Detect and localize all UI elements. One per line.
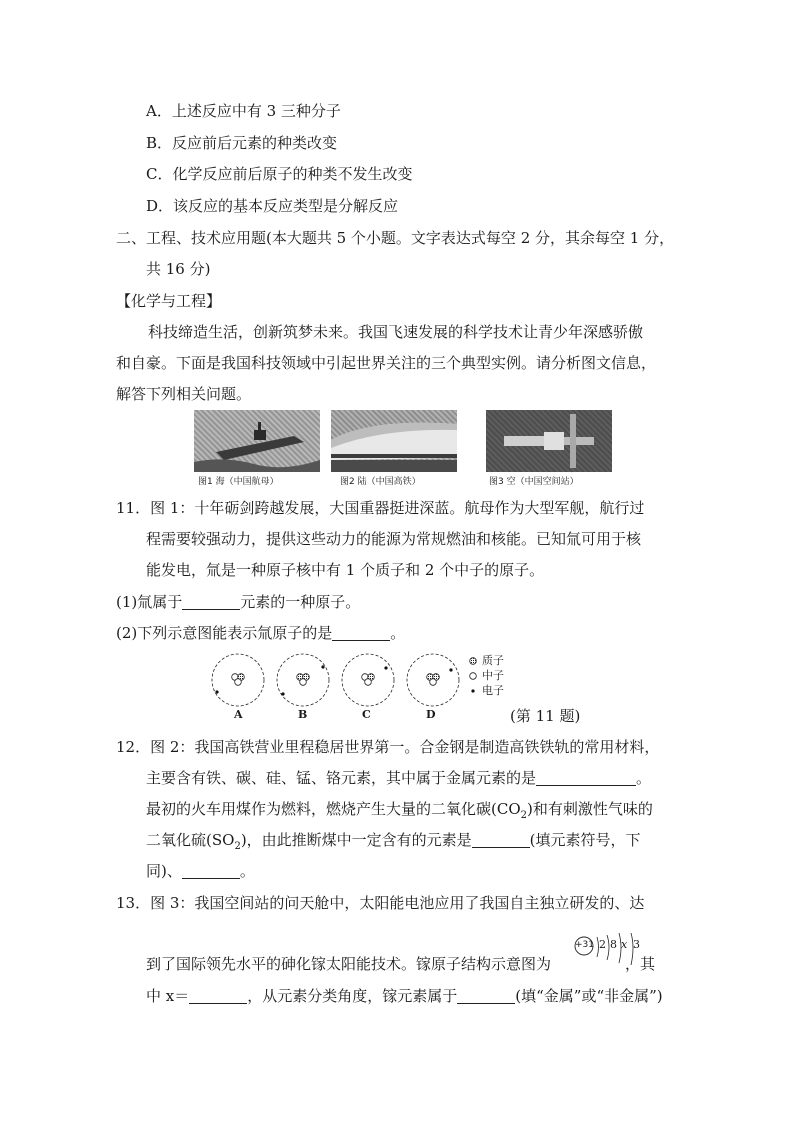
q13-line-3 bbox=[146, 986, 663, 1006]
carrier-photo bbox=[194, 410, 320, 472]
gallium-structure-diagram bbox=[574, 933, 646, 977]
atom-option-b bbox=[277, 654, 329, 706]
answer-blank[interactable] bbox=[182, 593, 240, 610]
neutron-icon bbox=[470, 673, 477, 680]
answer-blank[interactable] bbox=[536, 769, 636, 786]
q11-p1-text-end: 元素的一种原子。 bbox=[240, 593, 361, 611]
q13-l3-mid: ，从元素分类角度，镓元素属于 bbox=[247, 987, 458, 1005]
intro-line-2: 和自豪。下面是我国科技领域中引起世界关注的三个典型实例。请分析图文信息， bbox=[116, 354, 657, 372]
option-c: C．化学反应前后原子的种类不发生改变 bbox=[146, 165, 413, 183]
legend-neutron: 中子 bbox=[482, 669, 504, 682]
q11-p1-text: (1)氚属于 bbox=[116, 593, 183, 611]
figure-ref: (第 11 题) bbox=[510, 707, 581, 725]
q12-line-4 bbox=[146, 830, 641, 857]
q11-p2-text: (2)下列示意图能表示氚原子的是 bbox=[116, 624, 333, 642]
q11-line-1: 11．图 1：十年砺剑跨越发展，大国重器挺进深蓝。航母作为大型军舰，航行过 bbox=[116, 499, 645, 517]
answer-blank[interactable] bbox=[189, 987, 247, 1004]
q12-line-3 bbox=[146, 799, 653, 826]
answer-blank[interactable] bbox=[332, 624, 390, 641]
q12-l2-end: 。 bbox=[636, 769, 652, 787]
atom-option-c bbox=[342, 654, 394, 706]
q12-line-5 bbox=[146, 861, 255, 881]
option-a: A．上述反应中有 3 三种分子 bbox=[146, 102, 341, 120]
ga-nucleus: +31 bbox=[575, 940, 594, 950]
subscript: 2 bbox=[520, 810, 528, 821]
ga-shell-2: 8 bbox=[610, 938, 617, 951]
caption-fig3: 图3 空（中国空间站） bbox=[489, 477, 579, 487]
q12-l5-text: 同)、 bbox=[146, 862, 182, 880]
station-photo bbox=[486, 410, 612, 472]
q12-l4-mid: )，由此推断煤中一定含有的元素是 bbox=[240, 831, 472, 849]
atom-option-a bbox=[212, 654, 264, 706]
q13-l3-end: (填“金属”或“非金属”) bbox=[515, 987, 663, 1005]
caption-fig2: 图2 陆（中国高铁） bbox=[340, 477, 421, 487]
caption-fig1: 图1 海（中国航母） bbox=[198, 477, 279, 487]
ga-shell-3: x bbox=[621, 938, 628, 951]
section-heading: 二、工程、技术应用题(本大题共 5 个小题。文字表达式每空 2 分，其余每空 1 分， bbox=[116, 229, 675, 247]
q11-part-2 bbox=[116, 623, 405, 643]
answer-blank[interactable] bbox=[472, 831, 530, 848]
q11-line-2: 程需要较强动力，提供这些动力的能源为常规燃油和核能。已知氚可用于核 bbox=[146, 530, 642, 548]
q12-line-1: 12．图 2：我国高铁营业里程稳居世界第一。合金钢是制造高铁铁轨的常用材料， bbox=[116, 738, 660, 756]
atom-diagrams bbox=[210, 650, 470, 710]
proton-icon bbox=[470, 658, 477, 665]
option-d: D．该反应的基本反应类型是分解反应 bbox=[146, 197, 399, 215]
electron-icon bbox=[471, 689, 474, 692]
q13-l3-text: 中 x＝ bbox=[146, 987, 190, 1005]
q12-l3-text: 最初的火车用煤作为燃料，燃烧产生大量的二氧化碳(CO bbox=[146, 800, 521, 818]
atom-label-c: C bbox=[362, 708, 371, 721]
q13-l2-text: 到了国际领先水平的砷化镓太阳能技术。镓原子结构示意图为 bbox=[146, 955, 552, 973]
q13-l2-end: ，其 bbox=[625, 955, 656, 973]
q13-line-1: 13．图 3：我国空间站的问天舱中，太阳能电池应用了我国自主独立研发的、达 bbox=[116, 894, 645, 912]
legend-electron: 电子 bbox=[482, 684, 504, 697]
answer-blank[interactable] bbox=[182, 862, 240, 879]
legend-markers bbox=[467, 654, 481, 698]
q12-l4-end: (填元素符号，下 bbox=[529, 831, 641, 849]
q12-line-2 bbox=[146, 768, 651, 788]
section-heading-cont: 共 16 分) bbox=[146, 260, 211, 278]
intro-line-1: 科技缔造生活，创新筑梦未来。我国飞速发展的科学技术让青少年深感骄傲 bbox=[148, 323, 644, 341]
atom-option-d bbox=[407, 654, 459, 706]
q12-l2-text: 主要含有铁、碳、硅、锰、铬元素，其中属于金属元素的是 bbox=[146, 769, 537, 787]
q11-line-3: 能发电，氚是一种原子核中有 1 个质子和 2 个中子的原子。 bbox=[146, 561, 545, 579]
q12-l4-text: 二氧化硫(SO bbox=[146, 831, 235, 849]
ga-shell-4: 3 bbox=[633, 938, 640, 951]
q11-part-1 bbox=[116, 592, 360, 612]
ga-shell-1: 2 bbox=[599, 938, 606, 951]
atom-label-b: B bbox=[298, 708, 308, 721]
train-photo bbox=[331, 410, 457, 472]
atom-label-a: A bbox=[234, 708, 243, 721]
subscript: 2 bbox=[234, 841, 241, 852]
subheading: 【化学与工程】 bbox=[116, 292, 222, 310]
q11-p2-text-end: 。 bbox=[390, 624, 406, 642]
option-b: B．反应前后元素的种类改变 bbox=[146, 134, 338, 152]
intro-line-3: 解答下列相关问题。 bbox=[116, 385, 252, 403]
q12-l5-end: 。 bbox=[239, 862, 255, 880]
atom-label-d: D bbox=[426, 708, 436, 721]
legend-proton: 质子 bbox=[482, 654, 504, 667]
answer-blank[interactable] bbox=[457, 987, 515, 1004]
q12-l3-end: )和有刺激性气味的 bbox=[527, 800, 653, 818]
